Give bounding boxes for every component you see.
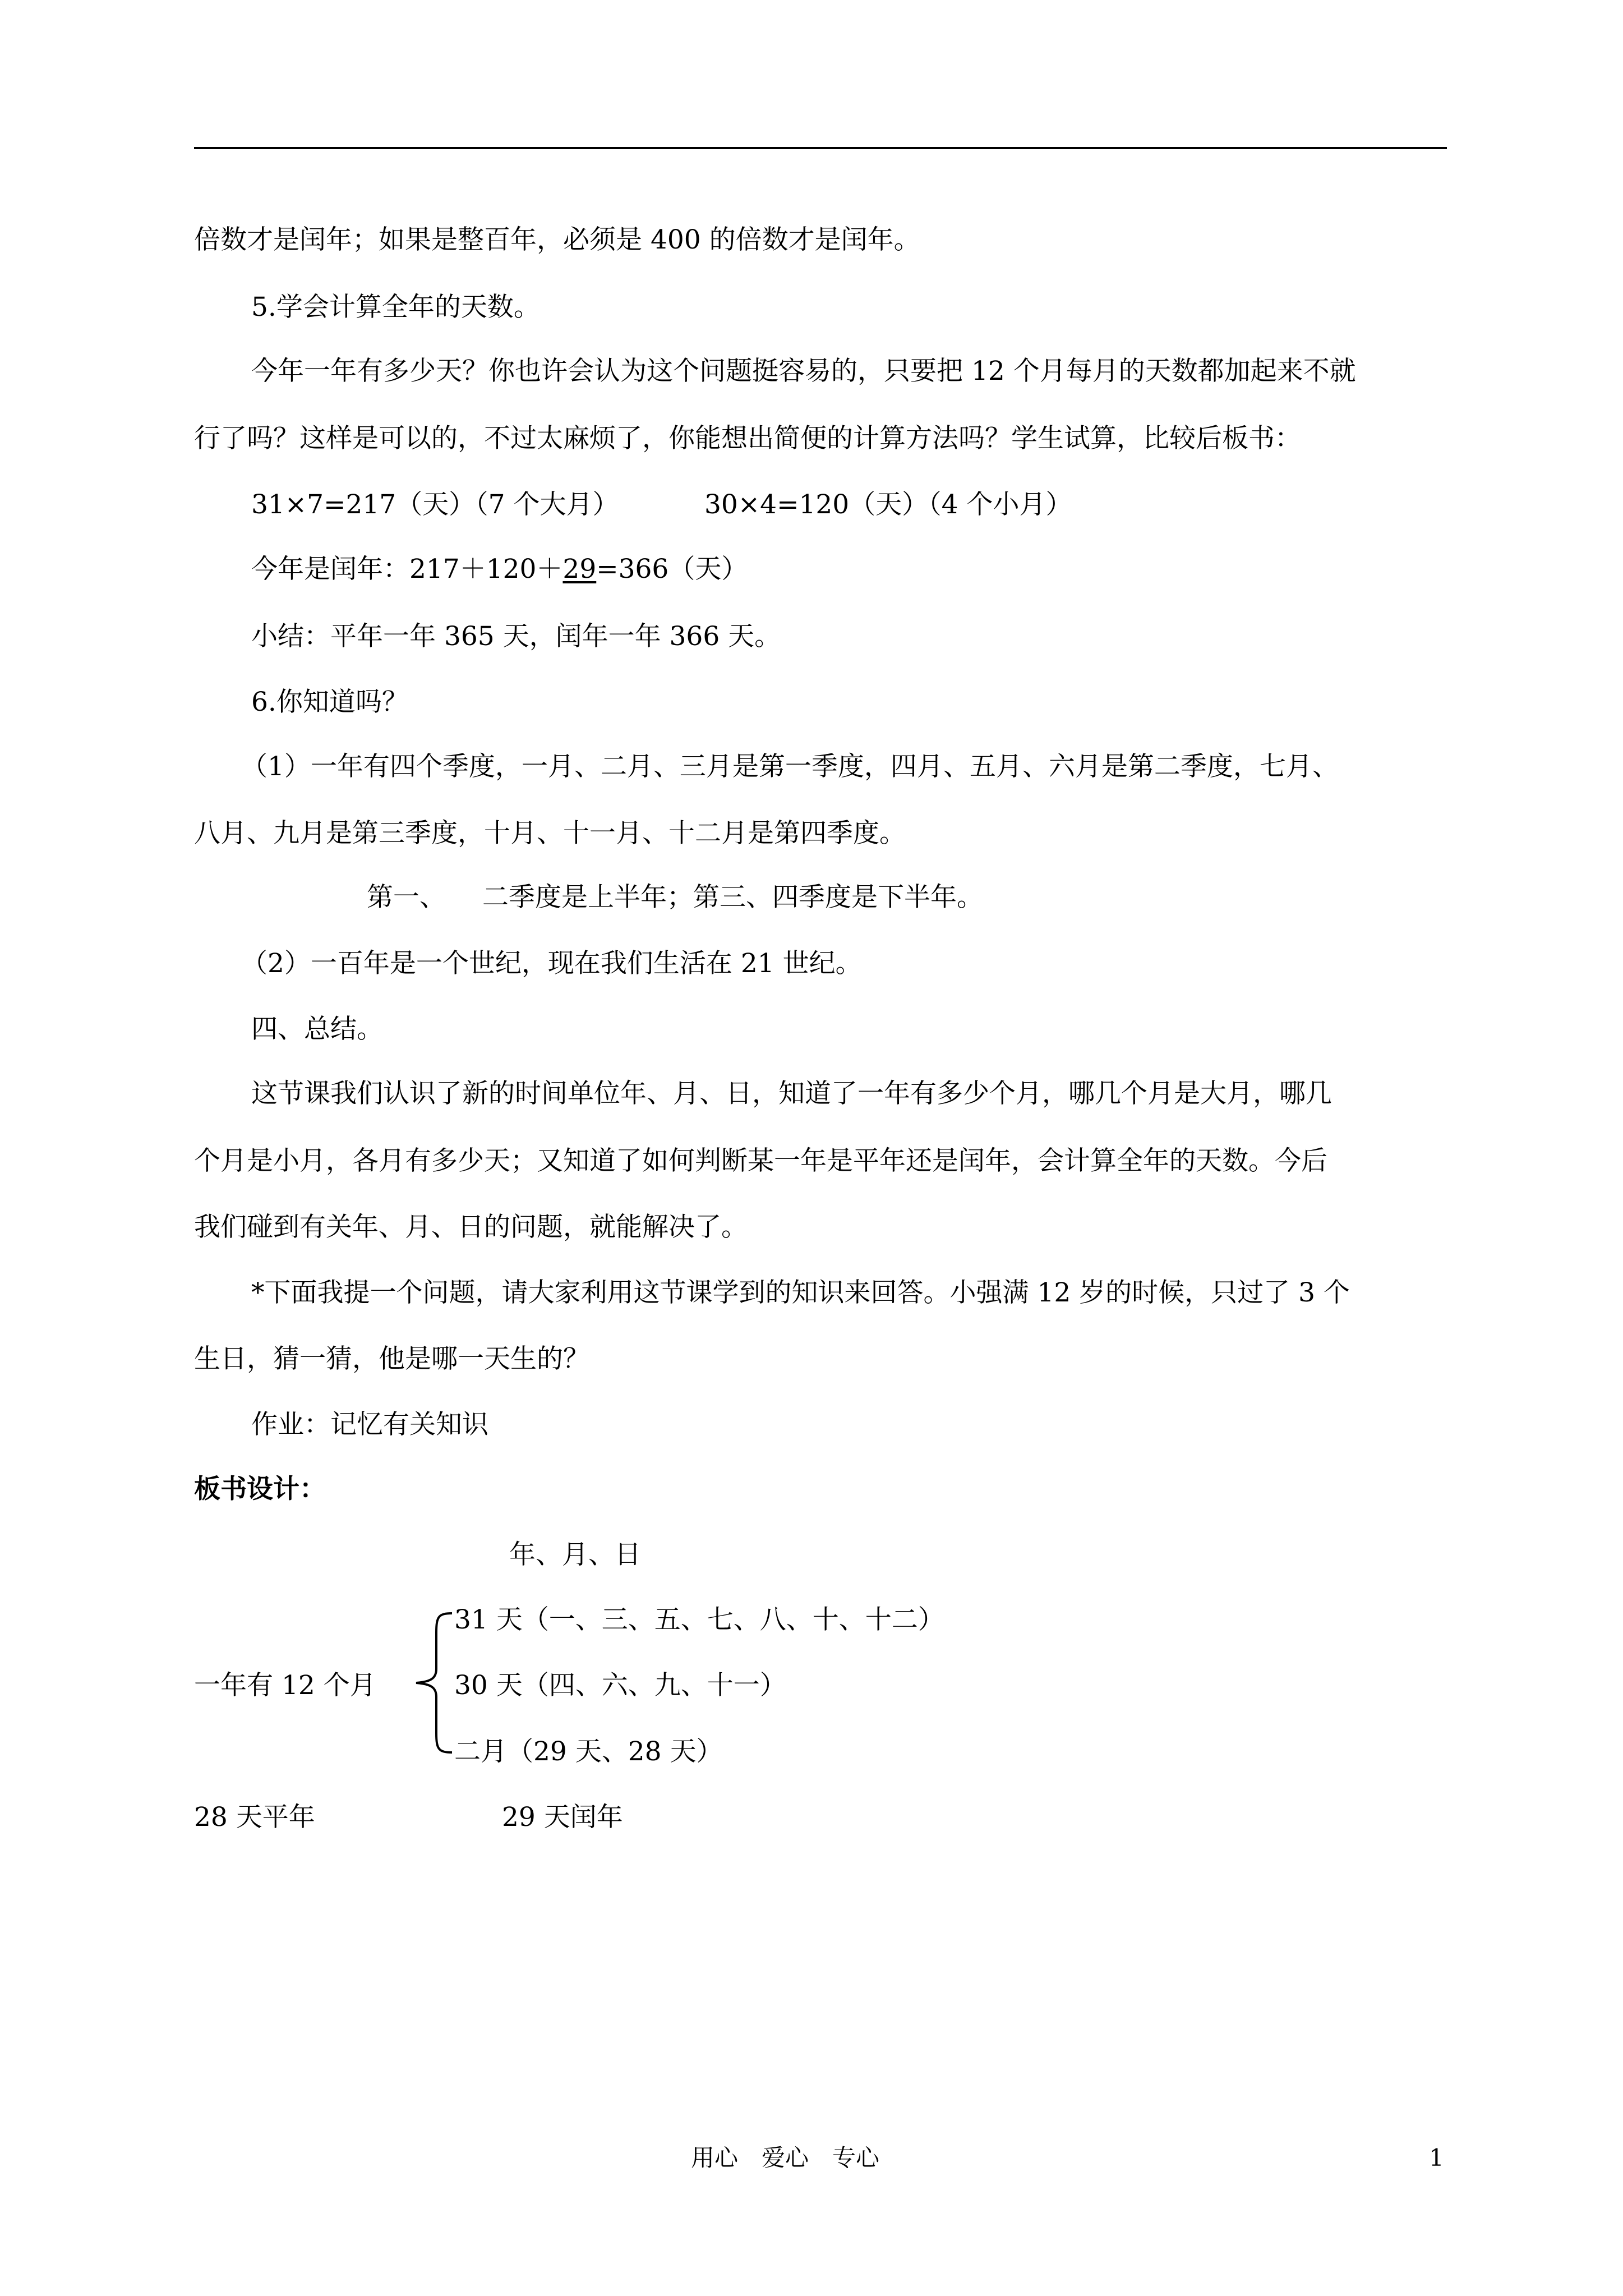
board-branch-30-days: 30 天（四、六、九、十一）	[454, 1670, 786, 1701]
paragraph-text: 个月是小月，各月有多少天；又知道了如何判断某一年是平年还是闰年，会计算全年的天数。今后	[194, 1145, 1327, 1176]
paragraph-text: （2）一百年是一个世纪，现在我们生活在 21 世纪。	[241, 948, 862, 979]
board-note-common-year: 28 天平年	[194, 1802, 315, 1833]
curly-brace	[414, 1610, 453, 1756]
footer-slogan: 用心 爱心 专心	[691, 2144, 880, 2171]
leap-calc-suffix: =366（天）	[596, 554, 748, 585]
paragraph-text: 第一、	[367, 882, 446, 913]
board-branch-31-days: 31 天（一、三、五、七、八、十、十二）	[454, 1604, 944, 1635]
leap-calc-underlined: 29	[562, 554, 597, 585]
section-heading: 5.学会计算全年的天数。	[251, 292, 540, 323]
board-design-heading: 板书设计：	[194, 1474, 326, 1504]
header-rule	[194, 147, 1447, 149]
section-heading: 6.你知道吗？	[251, 687, 408, 717]
calc-big-months: 31×7=217（天）（7 个大月）	[251, 489, 619, 520]
paragraph-text: 倍数才是闰年；如果是整百年，必须是 400 的倍数才是闰年。	[194, 224, 920, 255]
section-heading: 四、总结。	[251, 1014, 383, 1045]
paragraph-text: 二季度是上半年；第三、四季度是下半年。	[482, 882, 983, 913]
paragraph-text: 八月、九月是第三季度，十月、十一月、十二月是第四季度。	[194, 818, 906, 849]
board-note-leap-year: 29 天闰年	[502, 1802, 623, 1833]
calc-small-months: 30×4=120（天）（4 个小月）	[704, 489, 1072, 520]
leap-year-calc	[251, 553, 748, 586]
paragraph-text: 这节课我们认识了新的时间单位年、月、日，知道了一年有多少个月，哪几个月是大月，哪几	[251, 1078, 1332, 1109]
homework-text: 作业：记忆有关知识	[251, 1409, 488, 1440]
paragraph-text: 我们碰到有关年、月、日的问题，就能解决了。	[194, 1212, 748, 1243]
board-left-label: 一年有 12 个月	[194, 1670, 376, 1701]
board-title: 年、月、日	[509, 1539, 641, 1570]
paragraph-text: 行了吗？这样是可以的，不过太麻烦了，你能想出简便的计算方法吗？学生试算，比较后板书：	[194, 423, 1301, 454]
paragraph-text: （1）一年有四个季度，一月、二月、三月是第一季度，四月、五月、六月是第二季度，七月、	[241, 751, 1339, 782]
summary-text: 小结：平年一年 365 天，闰年一年 366 天。	[251, 621, 781, 652]
page-number: 1	[1429, 2144, 1444, 2171]
paragraph-text: 今年一年有多少天？你也许会认为这个问题挺容易的，只要把 12 个月每月的天数都加起来不就	[251, 356, 1356, 386]
paragraph-text: 生日，猜一猜，他是哪一天生的？	[194, 1343, 589, 1374]
board-branch-february: 二月（29 天、28 天）	[454, 1736, 723, 1767]
leap-calc-prefix: 今年是闰年：217＋120＋	[251, 554, 563, 585]
paragraph-text: *下面我提一个问题，请大家利用这节课学到的知识来回答。小强满 12 岁的时候，只过了 3 个	[251, 1277, 1350, 1308]
